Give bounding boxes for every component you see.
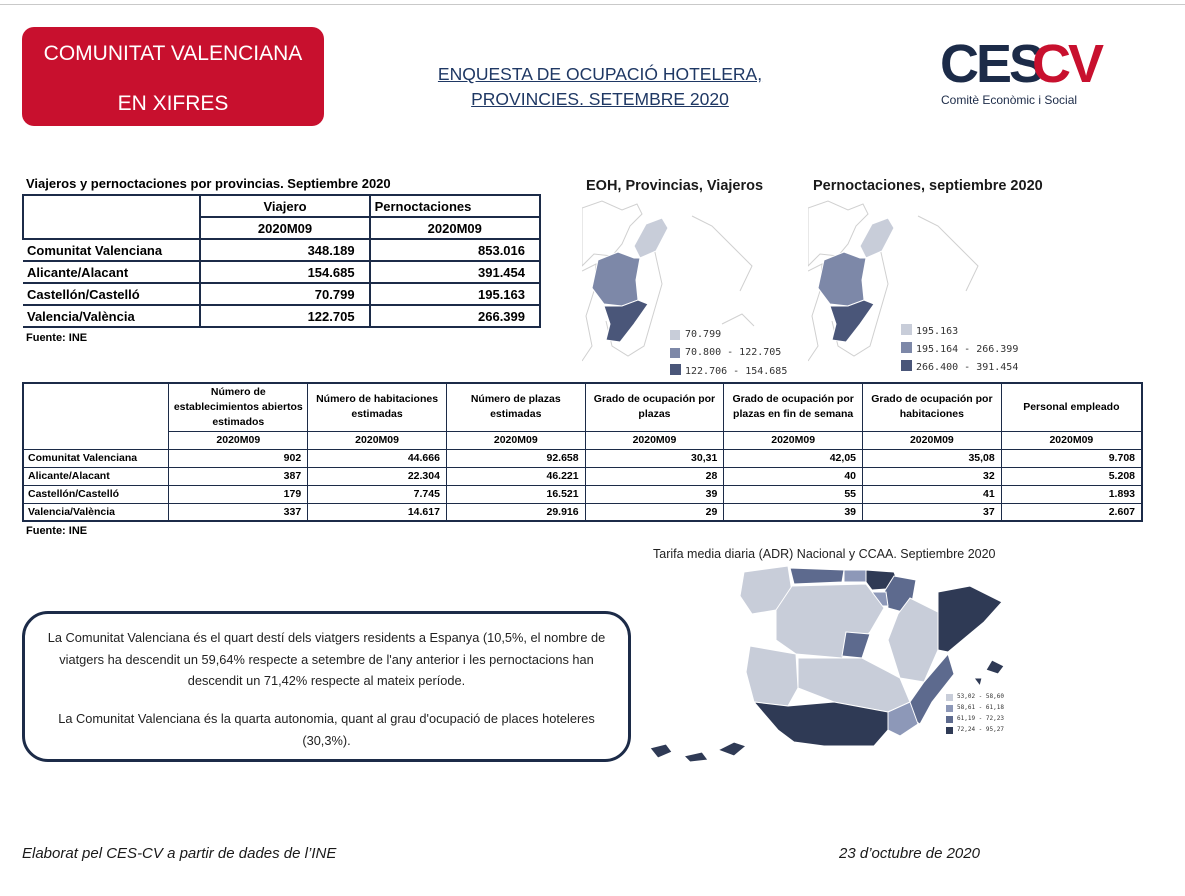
travellers-table <box>22 194 541 328</box>
valencia-region <box>818 252 866 306</box>
row-label: Valencia/València <box>23 305 200 327</box>
map1-legend <box>670 330 680 368</box>
map1-legend-2: 70.800 - 122.705 <box>685 347 782 358</box>
viajeros-value: 154.685 <box>200 261 369 283</box>
asturias-region <box>790 568 844 584</box>
cell: 1.893 <box>1001 485 1142 503</box>
table2-corner <box>23 383 169 449</box>
castellon-region <box>634 218 668 258</box>
baleares-region <box>974 660 1004 686</box>
period-header: 2020M09 <box>200 217 369 239</box>
row-label: Valencia/València <box>23 503 169 521</box>
table-row <box>23 503 1142 521</box>
cell: 46.221 <box>446 467 585 485</box>
adr-map-title: Tarifa media diaria (ADR) Nacional y CCAA. Septiembre 2020 <box>653 547 996 561</box>
period-header: 2020M09 <box>169 431 308 449</box>
title-line2: PROVINCIES. SETEMBRE 2020 <box>471 89 729 109</box>
cataluna-region <box>938 586 1002 652</box>
table-row <box>23 485 1142 503</box>
row-label: Alicante/Alacant <box>23 261 200 283</box>
col-header: Grado de ocupación por plazas en fin de semana <box>724 383 863 431</box>
viajeros-value: 348.189 <box>200 239 369 261</box>
table1-corner <box>23 195 200 239</box>
cell: 39 <box>585 485 724 503</box>
cell: 39 <box>724 503 863 521</box>
table-row <box>23 239 540 261</box>
cell: 35,08 <box>863 449 1002 467</box>
map1-title: EOH, Provincias, Viajeros <box>586 178 764 194</box>
map1-legend-1: 70.799 <box>685 329 722 340</box>
cell: 32 <box>863 467 1002 485</box>
andalucia-region <box>754 702 888 746</box>
cell: 5.208 <box>1001 467 1142 485</box>
pernoctaciones-value: 195.163 <box>370 283 540 305</box>
viajeros-value: 70.799 <box>200 283 369 305</box>
cell: 22.304 <box>308 467 447 485</box>
title-line1: ENQUESTA DE OCUPACIÓ HOTELERA, <box>437 64 763 84</box>
row-label: Comunitat Valenciana <box>23 449 169 467</box>
map1-legend-3: 122.706 - 154.685 <box>670 364 787 377</box>
aragon-region <box>888 598 938 682</box>
cell: 40 <box>724 467 863 485</box>
valencia-region <box>592 252 640 306</box>
top-rule <box>0 4 1185 5</box>
cell: 902 <box>169 449 308 467</box>
map2-title: Pernoctaciones, septiembre 2020 <box>813 178 1043 194</box>
col-header: Número de plazas estimadas <box>446 383 585 431</box>
map1-provinces <box>582 196 802 368</box>
map2-legend-2: 195.164 - 266.399 <box>901 342 1018 355</box>
footer-credit: Elaborat pel CES-CV a partir de dades de l’INE <box>22 845 337 862</box>
viajeros-value: 122.705 <box>200 305 369 327</box>
logo-cv: CV <box>1032 34 1102 94</box>
cescv-logo <box>940 34 1110 110</box>
col-header: Número de establecimientos abiertos estimados <box>169 383 308 431</box>
table-row <box>23 449 1142 467</box>
table-row <box>23 305 540 327</box>
alicante-region <box>830 300 874 342</box>
summary-note <box>22 611 631 762</box>
cell: 387 <box>169 467 308 485</box>
logo-ces: CES <box>940 34 1043 94</box>
col-header: Grado de ocupación por habitaciones <box>863 383 1002 431</box>
table-row <box>23 261 540 283</box>
row-label: Comunitat Valenciana <box>23 239 200 261</box>
table1-source: Fuente: INE <box>26 332 88 344</box>
hotel-indicators-table <box>22 382 1143 522</box>
cell: 16.521 <box>446 485 585 503</box>
cell: 41 <box>863 485 1002 503</box>
col-header-viajero: Viajero <box>200 195 369 217</box>
adr-legend-3: 61,19 - 72,23 <box>957 715 1004 722</box>
adr-legend-4: 72,24 - 95,27 <box>957 726 1004 733</box>
adr-legend <box>946 694 953 734</box>
col-header: Personal empleado <box>1001 383 1142 431</box>
adr-legend-1: 53,02 - 58,60 <box>957 693 1004 700</box>
table-row <box>23 467 1142 485</box>
summary-paragraph-2: La Comunitat Valenciana és la quarta autonomia, quant al grau d'ocupació de places hoteleres (30,3%). <box>58 711 595 748</box>
period-header: 2020M09 <box>724 431 863 449</box>
cell: 337 <box>169 503 308 521</box>
cell: 179 <box>169 485 308 503</box>
period-header: 2020M09 <box>585 431 724 449</box>
period-header: 2020M09 <box>370 217 540 239</box>
cell: 9.708 <box>1001 449 1142 467</box>
row-label: Castellón/Castelló <box>23 283 200 305</box>
col-header-pernoctaciones: Pernoctaciones <box>370 195 540 217</box>
col-header: Número de habitaciones estimadas <box>308 383 447 431</box>
pernoctaciones-value: 391.454 <box>370 261 540 283</box>
castilla-leon-region <box>776 584 884 658</box>
cell: 29.916 <box>446 503 585 521</box>
period-header: 2020M09 <box>446 431 585 449</box>
pernoctaciones-value: 853.016 <box>370 239 540 261</box>
cell: 2.607 <box>1001 503 1142 521</box>
logo-subtitle: Comitè Econòmic i Social <box>941 93 1078 107</box>
col-header: Grado de ocupación por plazas <box>585 383 724 431</box>
cell: 30,31 <box>585 449 724 467</box>
alicante-region <box>604 300 648 342</box>
row-label: Alicante/Alacant <box>23 467 169 485</box>
footer-date: 23 d’octubre de 2020 <box>839 845 980 862</box>
extremadura-region <box>746 646 798 706</box>
canarias-region <box>650 742 746 762</box>
period-header: 2020M09 <box>863 431 1002 449</box>
cell: 14.617 <box>308 503 447 521</box>
cantabria-region <box>844 570 866 582</box>
badge-line2: EN XIFRES <box>117 92 229 115</box>
region-badge <box>22 27 324 126</box>
cell: 44.666 <box>308 449 447 467</box>
cell: 28 <box>585 467 724 485</box>
period-header: 2020M09 <box>1001 431 1142 449</box>
castellon-region <box>860 218 894 258</box>
table1-caption: Viajeros y pernoctaciones por provincias. Septiembre 2020 <box>26 176 391 191</box>
table2-source: Fuente: INE <box>26 525 88 537</box>
table-row <box>23 283 540 305</box>
madrid-region <box>842 632 870 658</box>
cell: 29 <box>585 503 724 521</box>
document-title <box>400 62 800 112</box>
cell: 7.745 <box>308 485 447 503</box>
period-header: 2020M09 <box>308 431 447 449</box>
cell: 42,05 <box>724 449 863 467</box>
pernoctaciones-value: 266.399 <box>370 305 540 327</box>
cell: 55 <box>724 485 863 503</box>
adr-spain-map <box>648 562 1004 772</box>
map2-legend-1: 195.163 <box>901 324 958 337</box>
cell: 92.658 <box>446 449 585 467</box>
cell: 37 <box>863 503 1002 521</box>
row-label: Castellón/Castelló <box>23 485 169 503</box>
adr-legend-2: 58,61 - 61,18 <box>957 704 1004 711</box>
badge-line1: COMUNITAT VALENCIANA <box>43 42 303 65</box>
summary-paragraph-1: La Comunitat Valenciana és el quart destí dels viatgers residents a Espanya (10,5%, el nombre de viatgers ha descendit un 59,64% respecte a setembre de l'any anterior i les pernoctacions han descendit un 71,42% respecte al mateix període. <box>47 630 606 688</box>
map2-legend-3: 266.400 - 391.454 <box>901 360 1018 373</box>
